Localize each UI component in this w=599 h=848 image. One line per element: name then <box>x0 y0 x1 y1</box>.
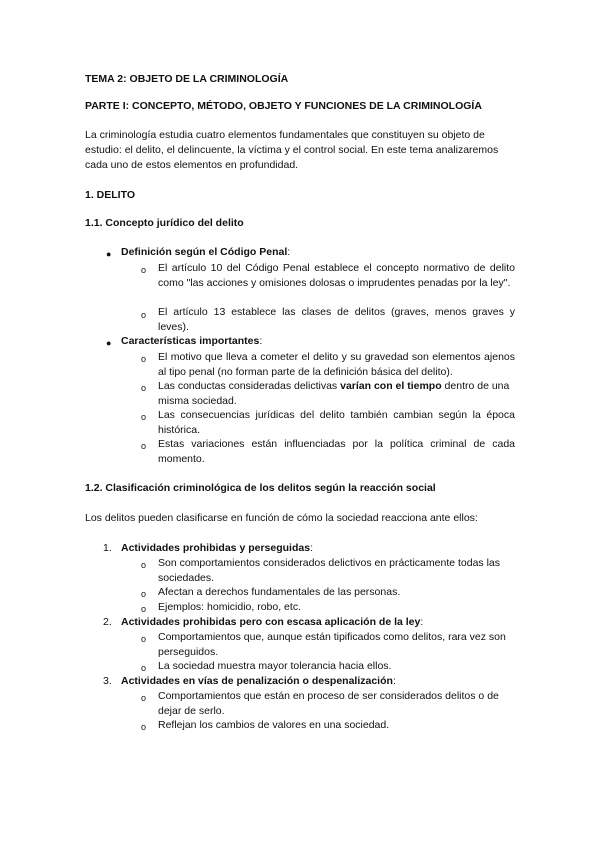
list-item: Afectan a derechos fundamentales de las personas. <box>158 586 401 598</box>
car-item: El motivo que lleva a cometer el delito y su gravedad son elementos ajenos al tipo penal (no forman parte de la definición básica del delito). <box>158 351 515 378</box>
circle-bullet-icon: o <box>141 693 147 703</box>
circle-bullet-icon: o <box>141 354 147 364</box>
circle-bullet-icon: o <box>141 383 147 393</box>
list-label-line: Actividades prohibidas y perseguidas: <box>121 542 313 554</box>
list-number: 3. <box>103 675 112 687</box>
circle-bullet-icon: o <box>141 265 147 275</box>
list-item: La sociedad muestra mayor tolerancia hacia ellos. <box>158 660 392 672</box>
list-number: 2. <box>103 616 112 628</box>
car-item: Las consecuencias jurídicas del delito también cambian según la época histórica. <box>158 409 515 436</box>
car-item-emphasis: varían con el tiempo <box>340 380 442 392</box>
section-heading-delito: 1. DELITO <box>85 189 135 201</box>
def-label: Definición según el Código Penal <box>121 246 288 258</box>
list-label: Actividades prohibidas y perseguidas <box>121 542 311 554</box>
circle-bullet-icon: o <box>141 560 147 570</box>
bullet-icon: ● <box>106 338 112 348</box>
car-label-line: Características importantes: <box>121 335 263 347</box>
circle-bullet-icon: o <box>141 412 147 422</box>
list-label-line: Actividades en vías de penalización o despenalización: <box>121 675 396 687</box>
list-item: Son comportamientos considerados delictivos en prácticamente todas las sociedades. <box>158 557 501 584</box>
circle-bullet-icon: o <box>141 589 147 599</box>
car-item: Estas variaciones están influenciadas por la política criminal de cada momento. <box>158 438 515 465</box>
circle-bullet-icon: o <box>141 634 147 644</box>
list-item: Ejemplos: homicidio, robo, etc. <box>158 601 301 613</box>
circle-bullet-icon: o <box>141 722 147 732</box>
list-number: 1. <box>103 542 112 554</box>
list-item: Comportamientos que están en proceso de ser considerados delitos o de dejar de serlo. <box>158 690 499 717</box>
parte-heading: PARTE I: CONCEPTO, MÉTODO, OBJETO Y FUNCIONES DE LA CRIMINOLOGÍA <box>85 100 482 112</box>
tema-heading: TEMA 2: OBJETO DE LA CRIMINOLOGÍA <box>85 73 289 85</box>
intro-paragraph: La criminología estudia cuatro elementos fundamentales que constituyen su objeto de estudio: el delito, el delincuente, la víctima y el control social. En este tema analizaremos cada uno de estos elementos en profundidad. <box>85 129 499 171</box>
list-label-line: Actividades prohibidas pero con escasa aplicación de la ley: <box>121 616 424 628</box>
subsection-heading-concepto: 1.1. Concepto jurídico del delito <box>85 217 244 229</box>
circle-bullet-icon: o <box>141 604 147 614</box>
subsection-heading-clasificacion: 1.2. Clasificación criminológica de los delitos según la reacción social <box>85 482 436 494</box>
list-item: Reflejan los cambios de valores en una sociedad. <box>158 719 390 731</box>
car-item <box>158 379 515 409</box>
list-item: Comportamientos que, aunque están tipificados como delitos, rara vez son perseguidos. <box>158 631 506 658</box>
bullet-icon: ● <box>106 249 112 259</box>
car-item-text: Las conductas consideradas delictivas <box>158 380 341 392</box>
list-label: Actividades en vías de penalización o despenalización <box>121 675 393 687</box>
def-item: El artículo 13 establece las clases de delitos (graves, menos graves y leves). <box>158 306 515 333</box>
clasificacion-intro: Los delitos pueden clasificarse en función de cómo la sociedad reacciona ante ellos: <box>85 512 478 524</box>
circle-bullet-icon: o <box>141 663 147 673</box>
car-label: Características importantes <box>121 335 260 347</box>
car-item-text: dentro de una misma sociedad. <box>158 380 510 407</box>
def-item: El artículo 10 del Código Penal establece el concepto normativo de delito como "las acciones y omisiones dolosas o imprudentes penadas por la ley". <box>158 262 515 289</box>
circle-bullet-icon: o <box>141 310 147 320</box>
list-label: Actividades prohibidas pero con escasa aplicación de la ley <box>121 616 421 628</box>
circle-bullet-icon: o <box>141 441 147 451</box>
def-label-line: Definición según el Código Penal: <box>121 246 291 258</box>
